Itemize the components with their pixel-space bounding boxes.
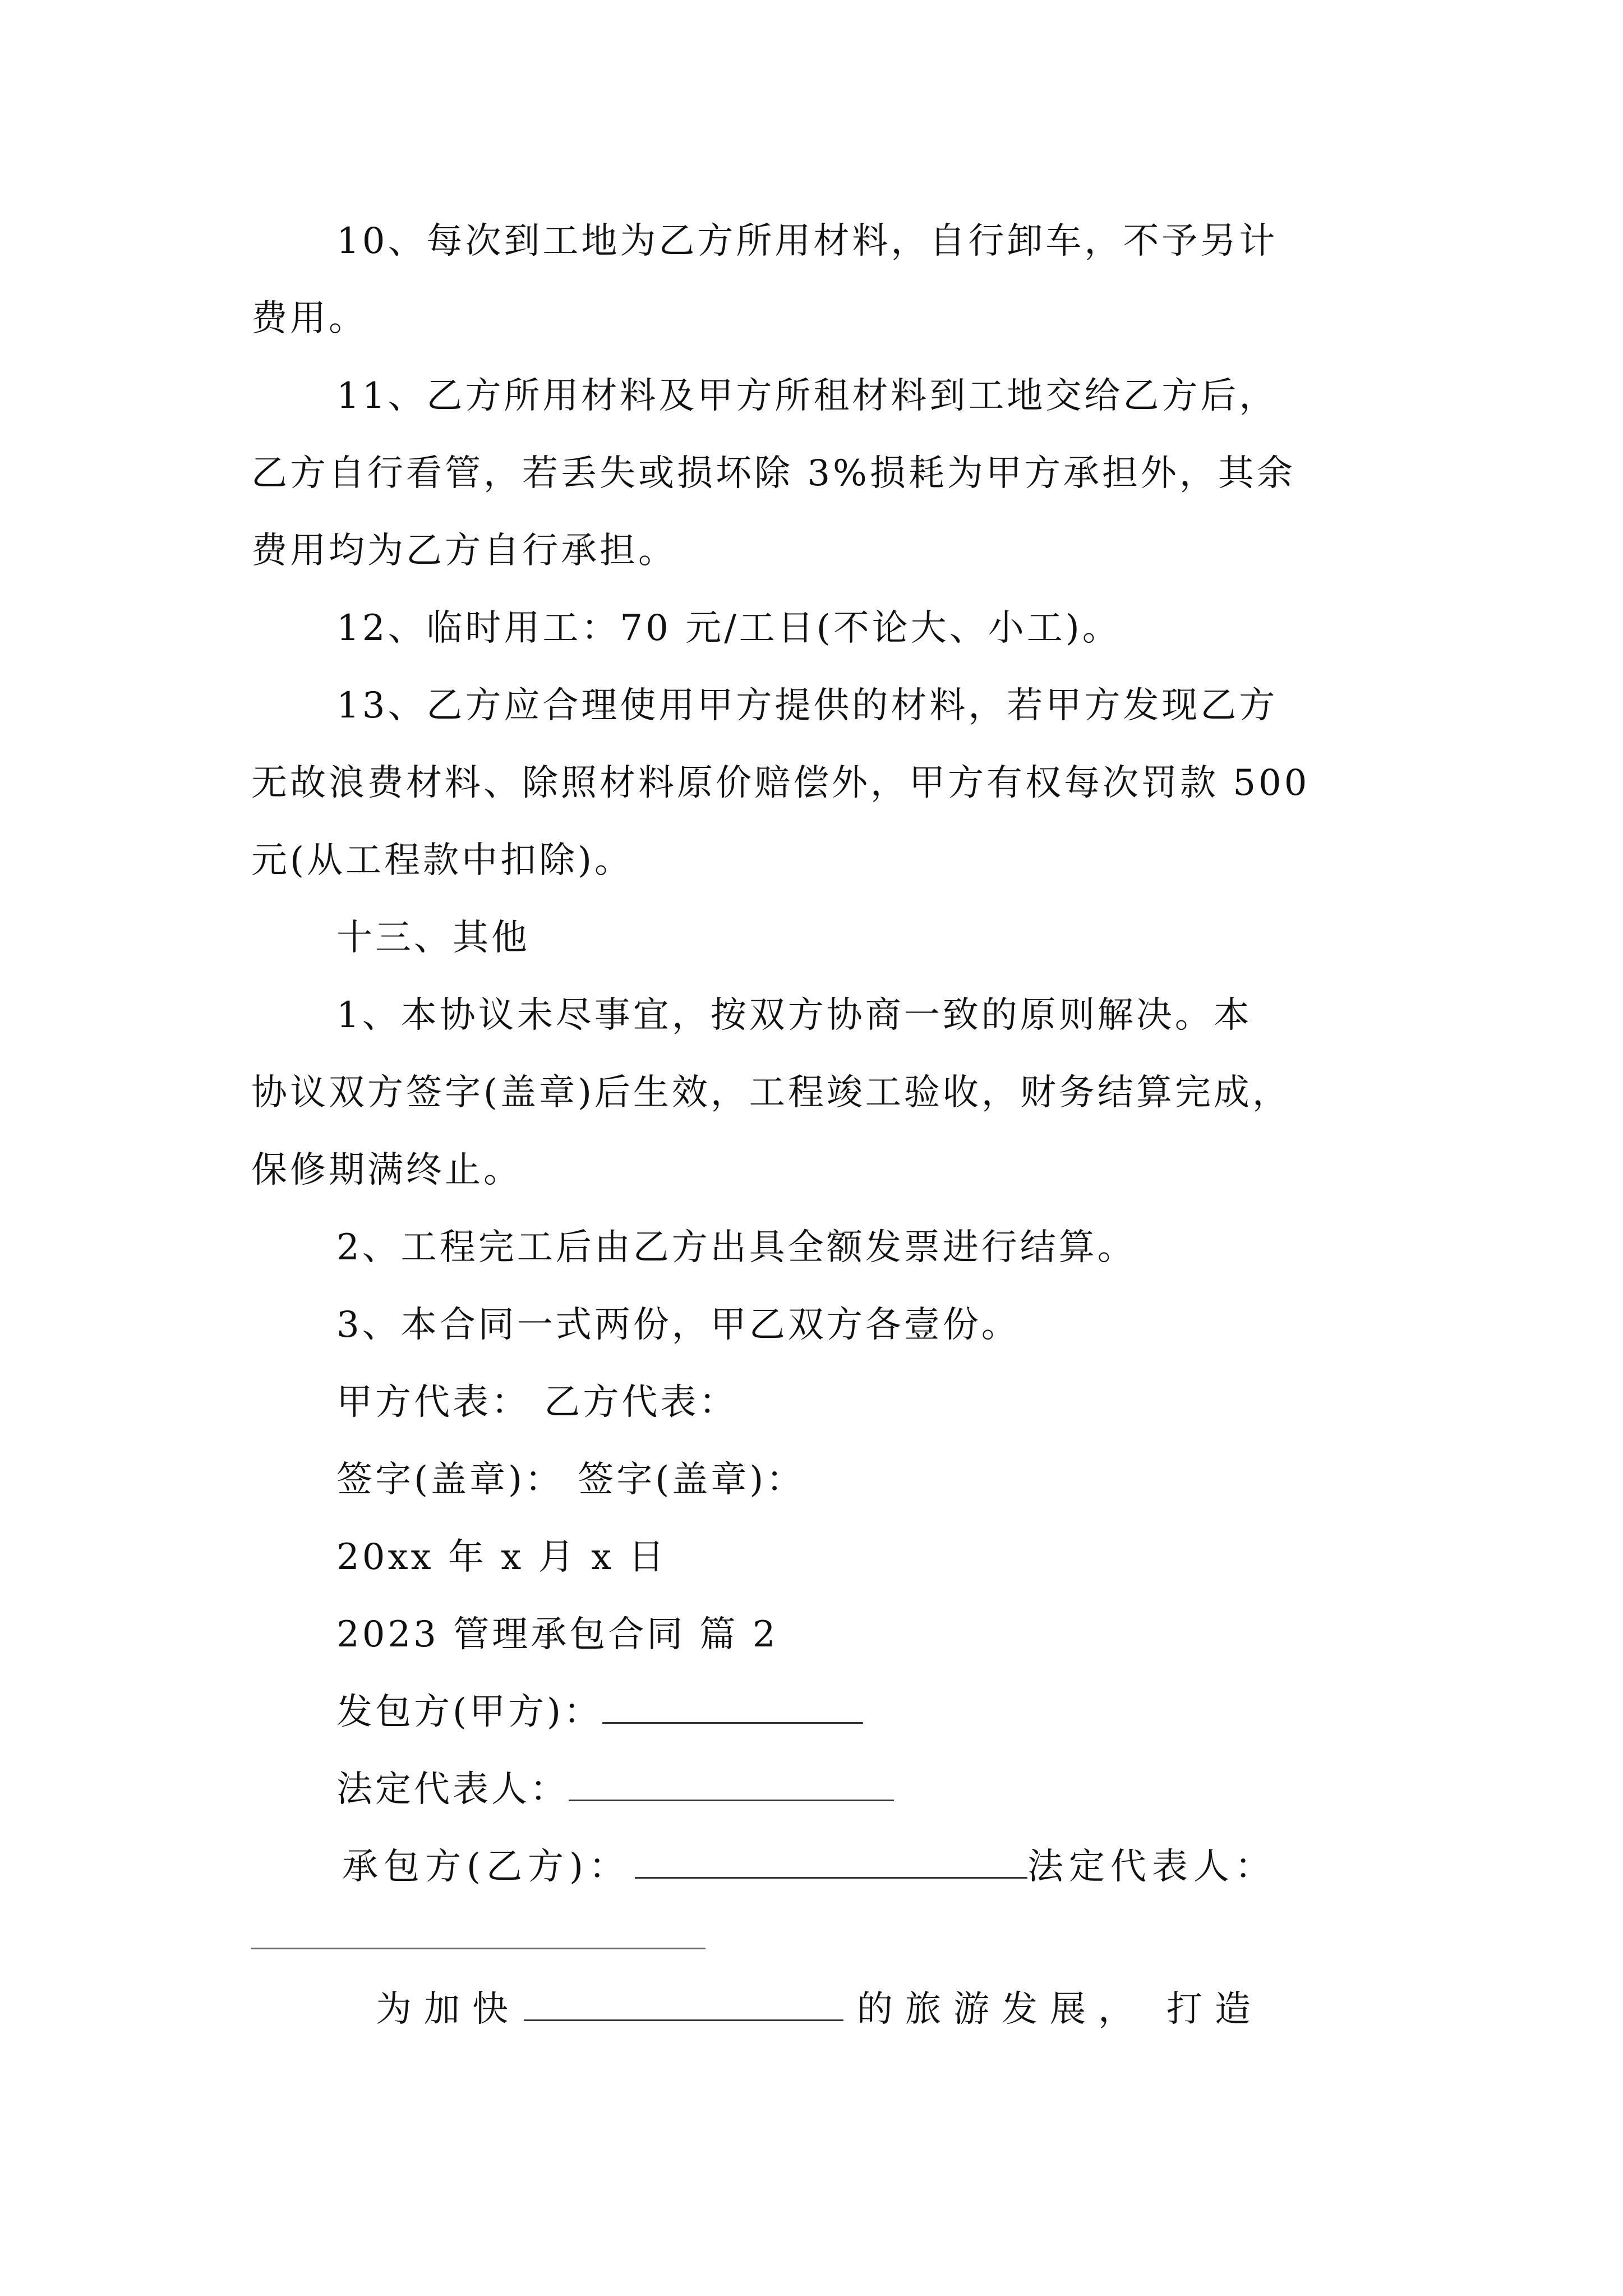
intro-blank: [524, 1988, 843, 2021]
paragraph-13-line-3: 元(从工程款中扣除)。: [251, 840, 633, 881]
clause-1-line-3: 保修期满终止。: [251, 1149, 522, 1191]
intro-mid: 的旅游发展，: [857, 1989, 1146, 2030]
legal-rep-blank: [569, 1768, 894, 1801]
party-b-legal-rep-label: 法定代表人：: [1027, 1846, 1276, 1888]
clause-2: 2、工程完工后由乙方出具全额发票进行结算。: [336, 1227, 1136, 1268]
paragraph-11-line-3: 费用均为乙方自行承担。: [251, 530, 677, 572]
contract-title: 2023 管理承包合同 篇 2: [336, 1614, 778, 1655]
paragraph-13-line-2: 无故浪费材料、除照材料原价赔偿外，甲方有权每次罚款 500: [251, 762, 1310, 804]
date-line: 20xx 年 x 月 x 日: [336, 1536, 667, 1578]
party-a-label: 发包方(甲方)：: [336, 1691, 602, 1733]
intro-start: 为加快: [376, 1989, 520, 2030]
party-a-field: [336, 1690, 863, 1734]
party-b-blank: [635, 1846, 1027, 1879]
signature-blank-rule: [251, 1948, 706, 1949]
representatives-line: 甲方代表： 乙方代表：: [336, 1382, 738, 1423]
legal-rep-label: 法定代表人：: [336, 1769, 569, 1810]
paragraph-10-line-2: 费用。: [251, 298, 367, 339]
clause-1-line-1: 1、本协议未尽事宜，按双方协商一致的原则解决。本: [336, 995, 1252, 1036]
party-a-blank: [602, 1691, 863, 1724]
section-heading-other: 十三、其他: [336, 917, 530, 959]
paragraph-13-line-1: 13、乙方应合理使用甲方提供的材料，若甲方发现乙方: [336, 685, 1278, 726]
clause-3: 3、本合同一式两份，甲乙双方各壹份。: [336, 1304, 1020, 1346]
intro-line: [376, 1987, 1263, 2032]
party-b-field: [342, 1844, 1276, 1889]
paragraph-12: 12、临时用工：70 元/工日(不论大、小工)。: [336, 608, 1121, 649]
legal-rep-field: [336, 1767, 894, 1812]
paragraph-11-line-2: 乙方自行看管，若丢失或损坏除 3%损耗为甲方承担外，其余: [251, 453, 1295, 494]
party-b-label: 承包方(乙方)：: [342, 1846, 630, 1888]
signature-line: 签字(盖章)： 签字(盖章)：: [336, 1459, 805, 1501]
intro-end: 打造: [1166, 1989, 1263, 2030]
paragraph-11-line-1: 11、乙方所用材料及甲方所租材料到工地交给乙方后，: [336, 375, 1278, 417]
clause-1-line-2: 协议双方签字(盖章)后生效，工程竣工验收，财务结算完成，: [251, 1072, 1291, 1114]
paragraph-10-line-1: 10、每次到工地为乙方所用材料，自行卸车，不予另计: [336, 220, 1278, 262]
